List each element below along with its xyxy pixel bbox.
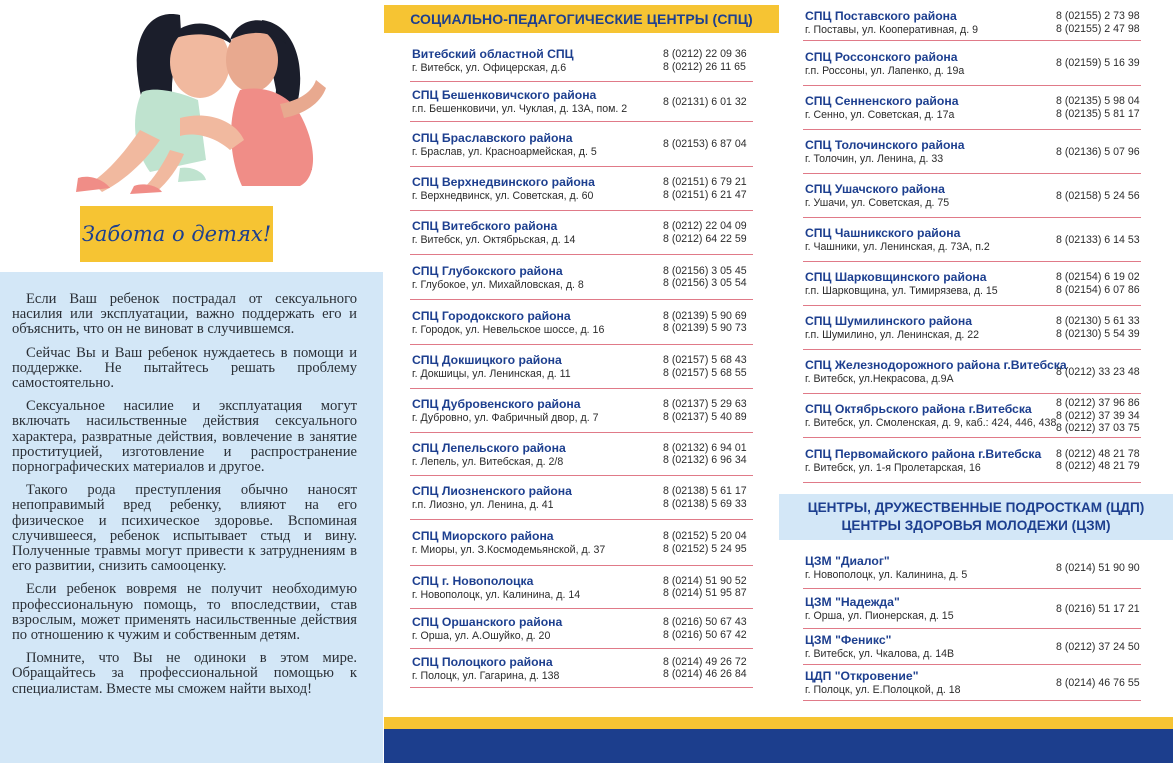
center-entry: [410, 389, 753, 433]
center-address: г. Полоцк, ул. Гагарина, д. 138: [412, 669, 560, 682]
center-address: г. Миоры, ул. З.Космодемьянской, д. 37: [412, 544, 606, 556]
center-address: г. Глубокое, ул. Михайловская, д. 8: [412, 278, 584, 291]
care-banner: [80, 206, 273, 262]
phone-number: 8 (02156) 3 05 54: [663, 277, 747, 290]
center-name: СПЦ Браславского района: [412, 130, 573, 145]
center-entry: [410, 566, 753, 609]
center-name: СПЦ Поставского района: [805, 9, 957, 23]
phone-number: 8 (0212) 48 21 78: [1056, 447, 1140, 460]
phone-number: 8 (02151) 6 21 47: [663, 188, 747, 201]
phone-number: 8 (02159) 5 16 39: [1056, 57, 1140, 70]
center-name: СПЦ Россонского района: [805, 49, 958, 64]
phone-number: 8 (02154) 6 19 02: [1056, 271, 1140, 284]
center-address: г. Витебск, ул. Смоленская, д. 9, каб.: 424, 446, 438: [805, 417, 1057, 429]
center-phones: [1056, 562, 1140, 575]
center-entry: [410, 211, 753, 255]
center-entry: [803, 218, 1141, 262]
phone-number: 8 (02152) 5 24 95: [663, 542, 747, 555]
center-phones: [1056, 397, 1140, 435]
center-name: СПЦ Лиозненского района: [412, 484, 572, 498]
phone-number: 8 (0212) 26 11 65: [663, 60, 746, 73]
center-address: г. Лепель, ул. Витебская, д. 2/8: [412, 455, 564, 468]
center-phones: [663, 48, 747, 74]
phone-number: 8 (02131) 6 01 32: [663, 95, 747, 108]
center-address: г.п. Россоны, ул. Лапенко, д. 19а: [805, 64, 965, 77]
center-name: СПЦ Верхнедвинского района: [412, 175, 595, 189]
phone-number: 8 (0216) 50 67 42: [663, 628, 747, 641]
phone-number: 8 (02136) 5 07 96: [1056, 145, 1140, 158]
center-address: г. Сенно, ул. Советская, д. 17а: [805, 109, 955, 121]
phone-number: 8 (02130) 5 61 33: [1056, 315, 1140, 328]
phone-number: 8 (02158) 5 24 56: [1056, 189, 1140, 202]
phone-number: 8 (0216) 51 17 21: [1056, 602, 1140, 615]
center-entry: [803, 262, 1141, 306]
center-name: СПЦ Сенненского района: [805, 94, 959, 108]
spc-list-right: [803, 5, 1141, 483]
center-entry: [410, 300, 753, 345]
center-name: СПЦ Шумилинского района: [805, 314, 973, 328]
center-name: СПЦ Железнодорожного района г.Витебска: [805, 358, 1067, 372]
center-name: СПЦ Полоцкого района: [412, 654, 553, 669]
phone-number: 8 (02154) 6 07 86: [1056, 283, 1140, 296]
center-entry: [803, 174, 1141, 218]
center-name: СПЦ Первомайского района г.Витебска: [805, 446, 1042, 461]
center-phones: [663, 176, 747, 202]
center-name: ЦДП "Откровение": [805, 669, 919, 683]
center-address: г. Полоцк, ул. Е.Полоцкой, д. 18: [805, 684, 961, 696]
center-address: г. Витебск, ул.Некрасова, д.9А: [805, 373, 954, 385]
center-entry: [410, 255, 753, 300]
phone-number: 8 (0214) 51 90 90: [1056, 561, 1140, 574]
center-phones: [1056, 271, 1140, 297]
phone-number: 8 (02152) 5 20 04: [663, 530, 747, 543]
center-entry: [803, 5, 1141, 41]
advice-paragraph: Если Ваш ребенок пострадал от сексуального насилия или эксплуатации, важно поддержать его и объяснить, что он не виноват в случившемся.: [12, 291, 357, 338]
center-phones: [1056, 641, 1140, 654]
center-name: СПЦ Ушачского района: [805, 182, 945, 196]
phone-number: 8 (02151) 6 79 21: [663, 176, 747, 189]
center-phones: [663, 530, 747, 556]
phone-number: 8 (0212) 22 09 36: [663, 48, 747, 61]
phone-number: 8 (0212) 37 39 34: [1056, 409, 1140, 422]
phone-number: 8 (0212) 37 24 50: [1056, 640, 1140, 653]
center-entry: [803, 306, 1141, 350]
center-address: г. Витебск, ул. Октябрьская, д. 14: [412, 234, 576, 246]
center-phones: [663, 442, 747, 468]
phone-number: 8 (02139) 5 90 69: [663, 309, 747, 322]
center-phones: [1056, 95, 1140, 121]
center-address: г.п. Бешенковичи, ул. Чуклая, д. 13А, пом. 2: [412, 103, 628, 115]
center-entry: [803, 547, 1141, 589]
center-entry: [803, 41, 1141, 86]
center-entry: [410, 345, 753, 389]
center-address: г.п. Шарковщина, ул. Тимирязева, д. 15: [805, 285, 998, 297]
center-entry: [410, 609, 753, 649]
phone-number: 8 (0212) 64 22 59: [663, 232, 747, 245]
center-address: г. Дубровно, ул. Фабричный двор, д. 7: [412, 412, 599, 424]
center-phones: [663, 656, 747, 682]
center-name: Витебский областной СПЦ: [412, 47, 574, 61]
phone-number: 8 (02156) 3 05 45: [663, 264, 747, 277]
center-name: СПЦ Дубровенского района: [412, 397, 581, 411]
banner-text: Забота о детях!: [81, 222, 272, 246]
center-phones: [663, 616, 747, 642]
center-entry: [410, 82, 753, 122]
phone-number: 8 (02153) 6 87 04: [663, 138, 747, 151]
center-address: г. Витебск, ул. Офицерская, д.6: [412, 62, 567, 74]
phone-number: 8 (0214) 51 95 87: [663, 587, 747, 600]
phone-number: 8 (0212) 37 03 75: [1056, 422, 1140, 435]
center-address: г. Городок, ул. Невельское шоссе, д. 16: [412, 323, 605, 336]
center-name: СПЦ Шарковщинского района: [805, 270, 987, 284]
center-name: СПЦ Октябрьского района г.Витебска: [805, 402, 1032, 416]
center-entry: [410, 649, 753, 688]
center-address: г. Орша, ул. Пионерская, д. 15: [805, 610, 954, 622]
phone-number: 8 (0214) 46 76 55: [1056, 676, 1140, 689]
phone-number: 8 (0212) 33 23 48: [1056, 365, 1140, 378]
phone-number: 8 (0212) 22 04 09: [663, 220, 747, 233]
phone-number: 8 (02155) 2 47 98: [1056, 22, 1140, 35]
phone-number: 8 (02139) 5 90 73: [663, 322, 747, 335]
center-address: г. Браслав, ул. Красноармейская, д. 5: [412, 145, 597, 158]
phone-number: 8 (02157) 5 68 55: [663, 366, 747, 379]
center-address: г. Витебск, ул. 1-я Пролетарская, 16: [805, 461, 981, 474]
advice-paragraph: Сексуальное насилие и эксплуатация могут включать насильственные действия сексуального характера, развратные действия, вовлечение в занятие проституцией, изготовление и распространение порнографических материалов и другое.: [12, 398, 357, 476]
center-name: СПЦ г. Новополоцка: [412, 573, 534, 588]
phone-number: 8 (02138) 5 61 17: [663, 485, 747, 498]
phone-number: 8 (0212) 48 21 79: [1056, 460, 1140, 473]
center-phones: [1056, 448, 1140, 474]
center-phones: [663, 354, 747, 380]
phone-number: 8 (02157) 5 68 43: [663, 354, 747, 367]
phone-number: 8 (02135) 5 98 04: [1056, 95, 1140, 108]
center-entry: [410, 433, 753, 476]
center-entry: [803, 589, 1141, 629]
center-entry: [803, 438, 1141, 483]
center-entry: [410, 40, 753, 82]
center-name: СПЦ Бешенковичского района: [412, 88, 597, 102]
center-phones: [1056, 234, 1140, 247]
advice-text-panel: [0, 272, 383, 763]
center-address: г. Новополоцк, ул. Калинина, д. 14: [412, 588, 581, 601]
phone-number: 8 (02132) 6 96 34: [663, 454, 747, 467]
center-entry: [803, 130, 1141, 174]
center-phones: [1056, 315, 1140, 341]
phone-number: 8 (0214) 49 26 72: [663, 655, 747, 668]
phone-number: 8 (02137) 5 29 63: [663, 398, 747, 411]
footer-blue-bar: [384, 729, 1173, 763]
center-phones: [663, 265, 747, 291]
two-girls-illustration: [30, 0, 330, 205]
phone-number: 8 (02138) 5 69 33: [663, 497, 747, 510]
spc-heading-text: СОЦИАЛЬНО-ПЕДАГОГИЧЕСКИЕ ЦЕНТРЫ (СПЦ): [410, 11, 753, 27]
center-entry: [803, 86, 1141, 130]
center-entry: [803, 350, 1141, 394]
center-name: СПЦ Чашникского района: [805, 226, 961, 240]
center-entry: [410, 122, 753, 167]
youth-centers-heading: [779, 494, 1173, 540]
youth-heading-line: ЦЕНТРЫ, ДРУЖЕСТВЕННЫЕ ПОДРОСТКАМ (ЦДП): [807, 500, 1145, 515]
phone-number: 8 (02130) 5 54 39: [1056, 327, 1140, 340]
center-address: г. Чашники, ул. Ленинская, д. 73А, п.2: [805, 241, 990, 253]
center-address: г. Толочин, ул. Ленина, д. 33: [805, 153, 944, 165]
spc-section-heading: [384, 5, 779, 33]
center-phones: [1056, 366, 1140, 379]
center-name: СПЦ Городокского района: [412, 308, 571, 323]
center-name: СПЦ Лепельского района: [412, 440, 566, 455]
center-phones: [663, 310, 747, 336]
phone-number: 8 (02135) 5 81 17: [1056, 107, 1140, 120]
advice-paragraph: Такого рода преступления обычно наносят непоправимый вред ребенку, влияют на его физическое и психическое здоровье. Вспоминая случившееся, ребенок испытывает стыд и вину. Полученные травмы могут привести к затруднениям в его развитии, снизить самооценку.: [12, 482, 357, 575]
center-phones: [1056, 10, 1140, 36]
phone-number: 8 (0216) 50 67 43: [663, 616, 747, 629]
center-entry: [803, 629, 1141, 665]
phone-number: 8 (0214) 51 90 52: [663, 574, 747, 587]
center-name: ЦЗМ "Диалог": [805, 554, 890, 568]
center-phones: [663, 96, 747, 109]
advice-paragraph: Сейчас Вы и Ваш ребенок нуждаетесь в помощи и поддержке. Не пытайтесь решать проблему самостоятельно.: [12, 344, 357, 392]
spc-list-middle: [410, 40, 753, 688]
center-entry: [410, 476, 753, 520]
center-name: ЦЗМ "Феникс": [805, 633, 892, 647]
center-phones: [1056, 603, 1140, 616]
center-name: СПЦ Оршанского района: [412, 615, 563, 629]
phone-number: 8 (02133) 6 14 53: [1056, 233, 1140, 246]
center-phones: [1056, 190, 1140, 203]
center-name: СПЦ Миорского района: [412, 529, 554, 543]
center-entry: [803, 665, 1141, 701]
center-name: СПЦ Докшицкого района: [412, 353, 562, 367]
center-phones: [663, 398, 747, 424]
center-phones: [663, 138, 747, 151]
phone-number: 8 (0212) 37 96 86: [1056, 396, 1140, 409]
center-address: г. Орша, ул. А.Ошуйко, д. 20: [412, 630, 551, 642]
center-address: г. Витебск, ул. Чкалова, д. 14В: [805, 648, 955, 660]
center-entry: [410, 167, 753, 211]
center-phones: [1056, 677, 1140, 690]
center-phones: [1056, 57, 1140, 70]
center-entry: [410, 520, 753, 566]
center-name: СПЦ Толочинского района: [805, 138, 965, 152]
footer-yellow-stripe: [384, 717, 1173, 729]
youth-heading-line: ЦЕНТРЫ ЗДОРОВЬЯ МОЛОДЕЖИ (ЦЗМ): [841, 518, 1111, 533]
phone-number: 8 (02155) 2 73 98: [1056, 10, 1140, 23]
phone-number: 8 (02137) 5 40 89: [663, 410, 747, 423]
center-address: г.п. Шумилино, ул. Ленинская, д. 22: [805, 329, 980, 341]
center-entry: [803, 394, 1141, 438]
center-address: г. Верхнедвинск, ул. Советская, д. 60: [412, 190, 594, 202]
phone-number: 8 (0214) 46 26 84: [663, 668, 747, 681]
left-panel: [0, 0, 383, 763]
youth-centers-list: [803, 547, 1141, 701]
advice-paragraph: Если ребенок вовремя не получит необходимую профессиональную помощь, то впоследствии, став взрослым, может применять насильственные действия по отношению к чужим и собственным детям.: [12, 581, 357, 644]
advice-paragraph: Помните, что Вы не одиноки в этом мире. Обращайтесь за профессиональной помощью к специалистам. Вместе мы сможем найти выход!: [12, 650, 357, 697]
phone-number: 8 (02132) 6 94 01: [663, 441, 747, 454]
center-address: г. Ушачи, ул. Советская, д. 75: [805, 197, 950, 209]
center-name: СПЦ Глубокского района: [412, 263, 563, 278]
center-address: г.п. Лиозно, ул. Ленина, д. 41: [412, 499, 554, 511]
center-phones: [663, 485, 747, 511]
center-address: г. Докшицы, ул. Ленинская, д. 11: [412, 368, 571, 380]
center-phones: [1056, 146, 1140, 159]
center-phones: [663, 220, 747, 246]
center-name: ЦЗМ "Надежда": [805, 595, 900, 609]
center-address: г. Поставы, ул. Кооперативная, д. 9: [805, 24, 979, 36]
center-phones: [663, 575, 747, 601]
center-address: г. Новополоцк, ул. Калинина, д. 5: [805, 569, 968, 581]
center-name: СПЦ Витебского района: [412, 219, 558, 233]
